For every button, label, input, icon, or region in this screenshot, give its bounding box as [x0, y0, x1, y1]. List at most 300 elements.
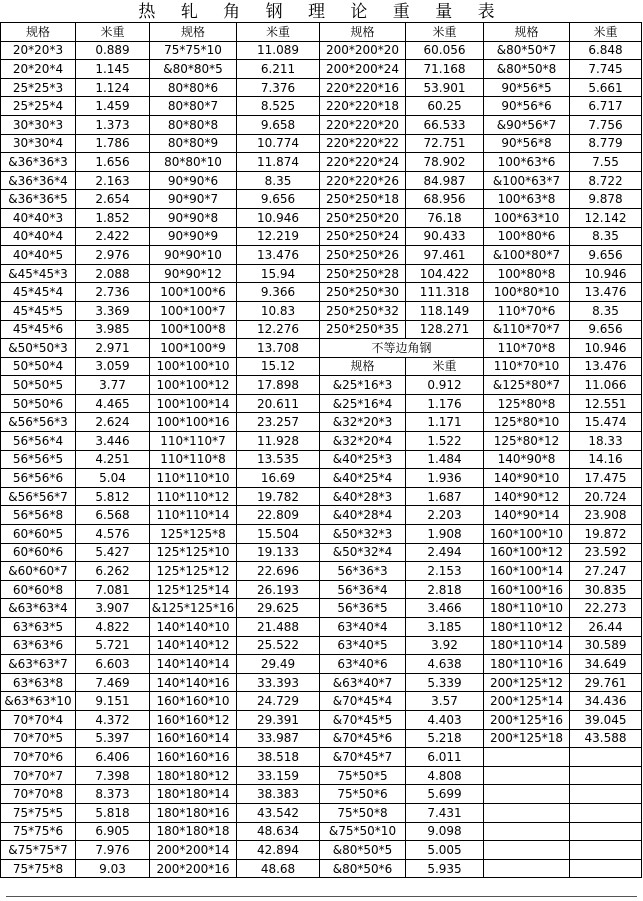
spec-cell: 45*45*5 [1, 301, 76, 320]
weight-cell: 20.611 [237, 394, 320, 413]
table-row [1, 60, 642, 79]
weight-cell: 4.372 [76, 710, 150, 729]
weight-cell: 5.699 [406, 785, 484, 804]
weight-cell: 5.812 [76, 487, 150, 506]
weight-cell: 34.436 [570, 692, 642, 711]
spec-cell: 200*125*18 [484, 729, 570, 748]
weight-cell: 1.786 [76, 134, 150, 153]
weight-cell: 3.57 [406, 692, 484, 711]
spec-cell: 160*100*10 [484, 525, 570, 544]
table-row [1, 636, 642, 655]
spec-cell: 100*100*7 [150, 301, 237, 320]
weight-cell: 7.976 [76, 841, 150, 860]
weight-cell: 3.466 [406, 599, 484, 618]
weight-cell: 29.761 [570, 673, 642, 692]
spec-cell: 160*160*16 [150, 748, 237, 767]
weight-cell: 3.77 [76, 376, 150, 395]
weight-cell: 6.262 [76, 562, 150, 581]
spec-cell: 160*100*14 [484, 562, 570, 581]
weight-cell: 8.35 [570, 301, 642, 320]
spec-cell: 50*50*5 [1, 376, 76, 395]
weight-cell: 34.649 [570, 655, 642, 674]
spec-cell: 220*220*22 [320, 134, 406, 153]
spec-cell: 56*56*5 [1, 450, 76, 469]
spec-cell: 220*220*20 [320, 115, 406, 134]
spec-cell: &36*36*5 [1, 190, 76, 209]
weight-cell: 9.098 [406, 822, 484, 841]
weight-cell: 10.774 [237, 134, 320, 153]
weight-cell: 23.908 [570, 506, 642, 525]
table-row [1, 710, 642, 729]
spec-cell: &50*32*3 [320, 525, 406, 544]
spec-cell: 90*90*12 [150, 264, 237, 283]
spec-cell: 80*80*9 [150, 134, 237, 153]
weight-cell: 5.005 [406, 841, 484, 860]
spec-cell: 180*180*18 [150, 822, 237, 841]
weight-cell: 6.568 [76, 506, 150, 525]
spec-cell: 110*70*8 [484, 339, 570, 358]
spec-cell: 160*100*12 [484, 543, 570, 562]
spec-cell: 56*36*4 [320, 580, 406, 599]
spec-cell: 50*50*6 [1, 394, 76, 413]
weight-cell: 1.522 [406, 432, 484, 451]
table-row [1, 506, 642, 525]
weight-cell: 2.203 [406, 506, 484, 525]
weight-cell: 33.159 [237, 766, 320, 785]
weight-cell: 26.193 [237, 580, 320, 599]
spec-header: 规格 [150, 23, 237, 42]
spec-cell: 250*250*20 [320, 208, 406, 227]
weight-cell: 19.782 [237, 487, 320, 506]
spec-cell: 70*70*6 [1, 748, 76, 767]
table-row [1, 748, 642, 767]
spec-cell: &36*36*4 [1, 171, 76, 190]
spec-cell: 125*80*12 [484, 432, 570, 451]
spec-cell: &40*28*3 [320, 487, 406, 506]
spec-cell: 100*80*8 [484, 264, 570, 283]
spec-cell: 90*90*6 [150, 171, 237, 190]
spec-cell: &80*50*8 [484, 60, 570, 79]
weight-cell: 3.446 [76, 432, 150, 451]
spec-cell: 250*250*24 [320, 227, 406, 246]
weight-cell: 23.592 [570, 543, 642, 562]
weight-cell: 17.898 [237, 376, 320, 395]
spec-cell: 220*220*16 [320, 78, 406, 97]
weight-cell: 2.818 [406, 580, 484, 599]
spec-cell: 50*50*4 [1, 357, 76, 376]
weight-cell: 6.406 [76, 748, 150, 767]
table-row [1, 469, 642, 488]
weight-cell: 4.638 [406, 655, 484, 674]
weight-cell: 68.956 [406, 190, 484, 209]
weight-cell: 97.461 [406, 246, 484, 265]
spec-cell: 63*40*4 [320, 618, 406, 637]
spec-cell: 110*70*6 [484, 301, 570, 320]
spec-cell: 200*125*12 [484, 673, 570, 692]
spec-cell: &40*25*3 [320, 450, 406, 469]
spec-cell: 70*70*5 [1, 729, 76, 748]
table-row [1, 655, 642, 674]
table-row [1, 599, 642, 618]
weight-cell: 19.133 [237, 543, 320, 562]
weight-cell: 14.16 [570, 450, 642, 469]
spec-cell: 180*180*14 [150, 785, 237, 804]
spec-cell: &80*50*5 [320, 841, 406, 860]
weight-cell: 9.151 [76, 692, 150, 711]
weight-cell: 15.504 [237, 525, 320, 544]
weight-cell: 5.427 [76, 543, 150, 562]
empty-cell [570, 748, 642, 767]
spec-cell: 200*200*14 [150, 841, 237, 860]
spec-cell: 70*70*4 [1, 710, 76, 729]
spec-cell: 40*40*5 [1, 246, 76, 265]
weight-cell: 1.124 [76, 78, 150, 97]
bottom-cut-edge [0, 896, 643, 901]
spec-cell: &45*45*3 [1, 264, 76, 283]
weight-cell: 30.589 [570, 636, 642, 655]
weight-cell: 9.366 [237, 283, 320, 302]
spec-cell: 250*250*18 [320, 190, 406, 209]
weight-cell: 1.484 [406, 450, 484, 469]
spec-cell: &32*20*3 [320, 413, 406, 432]
spec-cell: 100*100*12 [150, 376, 237, 395]
weight-cell: 128.271 [406, 320, 484, 339]
weight-cell: 11.928 [237, 432, 320, 451]
weight-cell: 29.625 [237, 599, 320, 618]
weight-cell: 111.318 [406, 283, 484, 302]
table-row [1, 432, 642, 451]
weight-cell: 9.03 [76, 859, 150, 878]
weight-cell: 2.624 [76, 413, 150, 432]
weight-cell: 8.779 [570, 134, 642, 153]
weight-cell: 11.066 [570, 376, 642, 395]
weight-cell: 5.721 [76, 636, 150, 655]
weight-cell: 9.656 [570, 320, 642, 339]
spec-cell: 20*20*4 [1, 60, 76, 79]
table-row [1, 78, 642, 97]
weight-cell: 4.576 [76, 525, 150, 544]
weight-cell: 19.872 [570, 525, 642, 544]
weight-cell: 60.056 [406, 41, 484, 60]
empty-cell [570, 822, 642, 841]
weight-cell: 6.603 [76, 655, 150, 674]
spec-header: 规格 [1, 23, 76, 42]
weight-cell: 26.44 [570, 618, 642, 637]
weight-cell: 2.163 [76, 171, 150, 190]
weight-cell: 12.142 [570, 208, 642, 227]
spec-cell: 180*110*16 [484, 655, 570, 674]
spec-cell: 180*110*14 [484, 636, 570, 655]
table-row [1, 562, 642, 581]
weight-cell: 5.218 [406, 729, 484, 748]
empty-cell [570, 841, 642, 860]
weight-cell: 2.971 [76, 339, 150, 358]
weight-header: 米重 [237, 23, 320, 42]
spec-cell: 125*125*12 [150, 562, 237, 581]
spec-cell: 140*90*8 [484, 450, 570, 469]
section-title-unequal-angle: 不等边角钢 [320, 339, 484, 358]
weight-cell: 1.656 [76, 153, 150, 172]
weight-cell: 7.469 [76, 673, 150, 692]
spec-cell: &63*63*7 [1, 655, 76, 674]
weight-cell: 48.68 [237, 859, 320, 878]
weight-cell: 23.257 [237, 413, 320, 432]
table-row [1, 841, 642, 860]
weight-cell: 13.708 [237, 339, 320, 358]
spec-cell: 63*63*6 [1, 636, 76, 655]
table-row [1, 859, 642, 878]
spec-cell: 90*56*5 [484, 78, 570, 97]
spec-cell: 125*80*8 [484, 394, 570, 413]
empty-cell [484, 766, 570, 785]
weight-cell: 66.533 [406, 115, 484, 134]
table-row [1, 487, 642, 506]
spec-cell: &100*80*7 [484, 246, 570, 265]
weight-cell: 43.542 [237, 803, 320, 822]
weight-cell: 13.476 [570, 283, 642, 302]
weight-header: 米重 [76, 23, 150, 42]
spec-cell: 56*36*5 [320, 599, 406, 618]
weight-cell: 84.987 [406, 171, 484, 190]
weight-cell: 22.273 [570, 599, 642, 618]
table-row [1, 357, 642, 376]
weight-cell: 7.398 [76, 766, 150, 785]
spec-cell: &56*56*3 [1, 413, 76, 432]
spec-cell: 140*140*16 [150, 673, 237, 692]
spec-cell: 60*60*6 [1, 543, 76, 562]
weight-cell: 27.247 [570, 562, 642, 581]
weight-cell: 7.55 [570, 153, 642, 172]
spec-cell: &32*20*4 [320, 432, 406, 451]
weight-cell: 9.658 [237, 115, 320, 134]
spec-cell: 100*63*6 [484, 153, 570, 172]
weight-cell: 9.656 [237, 190, 320, 209]
spec-cell: 90*90*8 [150, 208, 237, 227]
empty-cell [484, 859, 570, 878]
empty-cell [484, 822, 570, 841]
table-row [1, 227, 642, 246]
weight-cell: 6.211 [237, 60, 320, 79]
spec-cell: 110*110*12 [150, 487, 237, 506]
table-row [1, 618, 642, 637]
spec-cell: &100*63*7 [484, 171, 570, 190]
weight-cell: 7.376 [237, 78, 320, 97]
weight-header: 米重 [406, 357, 484, 376]
spec-cell: &125*125*16 [150, 599, 237, 618]
spec-cell: 200*125*16 [484, 710, 570, 729]
weight-cell: 10.946 [570, 339, 642, 358]
weight-cell: 22.809 [237, 506, 320, 525]
weight-cell: 4.808 [406, 766, 484, 785]
weight-cell: 22.696 [237, 562, 320, 581]
spec-cell: 75*50*5 [320, 766, 406, 785]
weight-header: 米重 [406, 23, 484, 42]
weight-cell: 2.736 [76, 283, 150, 302]
weight-cell: 78.902 [406, 153, 484, 172]
table-row [1, 450, 642, 469]
spec-cell: 100*80*10 [484, 283, 570, 302]
weight-cell: 39.045 [570, 710, 642, 729]
spec-cell: &75*75*7 [1, 841, 76, 860]
table-row [1, 115, 642, 134]
table-row [1, 822, 642, 841]
weight-cell: 1.373 [76, 115, 150, 134]
spec-cell: 250*250*26 [320, 246, 406, 265]
empty-cell [570, 785, 642, 804]
spec-cell: 70*70*8 [1, 785, 76, 804]
weight-cell: 1.171 [406, 413, 484, 432]
weight-cell: 11.089 [237, 41, 320, 60]
table-row [1, 283, 642, 302]
weight-cell: 2.088 [76, 264, 150, 283]
weight-cell: 4.251 [76, 450, 150, 469]
spec-cell: 160*160*14 [150, 729, 237, 748]
weight-cell: 1.687 [406, 487, 484, 506]
weight-cell: 1.852 [76, 208, 150, 227]
spec-cell: 90*56*6 [484, 97, 570, 116]
spec-cell: 60*60*5 [1, 525, 76, 544]
weight-cell: 1.145 [76, 60, 150, 79]
spec-cell: 140*140*10 [150, 618, 237, 637]
spec-cell: 75*50*8 [320, 803, 406, 822]
weight-cell: 10.946 [237, 208, 320, 227]
spec-cell: 125*80*10 [484, 413, 570, 432]
spec-cell: &80*50*6 [320, 859, 406, 878]
table-row [1, 246, 642, 265]
weight-cell: 7.431 [406, 803, 484, 822]
table-row [1, 171, 642, 190]
weight-cell: 3.92 [406, 636, 484, 655]
weight-cell: 5.339 [406, 673, 484, 692]
weight-cell: 1.908 [406, 525, 484, 544]
table-row [1, 525, 642, 544]
spec-cell: 45*45*4 [1, 283, 76, 302]
spec-cell: 110*110*10 [150, 469, 237, 488]
weight-cell: 1.459 [76, 97, 150, 116]
spec-cell: 60*60*8 [1, 580, 76, 599]
weight-cell: 4.822 [76, 618, 150, 637]
weight-cell: 6.011 [406, 748, 484, 767]
spec-cell: 80*80*6 [150, 78, 237, 97]
weight-cell: 7.081 [76, 580, 150, 599]
weight-cell: 2.153 [406, 562, 484, 581]
table-row [1, 803, 642, 822]
spec-cell: 30*30*3 [1, 115, 76, 134]
weight-cell: 6.717 [570, 97, 642, 116]
weight-cell: 38.518 [237, 748, 320, 767]
weight-cell: 29.391 [237, 710, 320, 729]
table-row [1, 97, 642, 116]
spec-cell: &36*36*3 [1, 153, 76, 172]
weight-cell: 1.176 [406, 394, 484, 413]
spec-cell: 25*25*3 [1, 78, 76, 97]
weight-cell: 3.185 [406, 618, 484, 637]
table-row [1, 41, 642, 60]
weight-cell: 15.12 [237, 357, 320, 376]
weight-cell: 5.818 [76, 803, 150, 822]
weight-cell: 25.522 [237, 636, 320, 655]
weight-cell: 2.422 [76, 227, 150, 246]
spec-cell: 75*75*6 [1, 822, 76, 841]
weight-cell: 5.04 [76, 469, 150, 488]
spec-cell: 56*56*8 [1, 506, 76, 525]
empty-cell [570, 803, 642, 822]
table-row [1, 692, 642, 711]
weight-cell: 6.905 [76, 822, 150, 841]
weight-cell: 0.912 [406, 376, 484, 395]
spec-cell: 30*30*4 [1, 134, 76, 153]
weight-cell: 38.383 [237, 785, 320, 804]
weight-cell: 2.494 [406, 543, 484, 562]
spec-cell: 125*125*10 [150, 543, 237, 562]
spec-cell: &70*45*6 [320, 729, 406, 748]
spec-cell: 180*110*12 [484, 618, 570, 637]
weight-cell: 33.987 [237, 729, 320, 748]
weight-cell: 18.33 [570, 432, 642, 451]
spec-cell: &50*32*4 [320, 543, 406, 562]
weight-cell: 8.373 [76, 785, 150, 804]
spec-cell: 45*45*6 [1, 320, 76, 339]
weight-cell: 13.476 [237, 246, 320, 265]
spec-cell: 75*75*10 [150, 41, 237, 60]
spec-cell: &80*50*7 [484, 41, 570, 60]
spec-cell: &110*70*7 [484, 320, 570, 339]
empty-cell [484, 748, 570, 767]
spec-cell: 56*56*6 [1, 469, 76, 488]
spec-cell: 100*80*6 [484, 227, 570, 246]
spec-cell: 70*70*7 [1, 766, 76, 785]
spec-cell: 140*140*12 [150, 636, 237, 655]
spec-cell: 63*63*8 [1, 673, 76, 692]
weight-cell: 53.901 [406, 78, 484, 97]
weight-cell: 104.422 [406, 264, 484, 283]
weight-cell: 30.835 [570, 580, 642, 599]
spec-cell: 40*40*3 [1, 208, 76, 227]
weight-cell: 15.474 [570, 413, 642, 432]
table-row [1, 190, 642, 209]
weight-cell: 9.878 [570, 190, 642, 209]
spec-cell: 100*100*6 [150, 283, 237, 302]
spec-cell: &63*40*7 [320, 673, 406, 692]
weight-cell: 7.745 [570, 60, 642, 79]
weight-cell: 76.18 [406, 208, 484, 227]
spec-cell: 180*180*16 [150, 803, 237, 822]
weight-cell: 5.935 [406, 859, 484, 878]
table-row [1, 785, 642, 804]
table-row [1, 729, 642, 748]
spec-cell: 180*110*10 [484, 599, 570, 618]
weight-cell: 4.403 [406, 710, 484, 729]
spec-cell: &40*28*4 [320, 506, 406, 525]
table-row [1, 673, 642, 692]
weight-header: 米重 [570, 23, 642, 42]
steel-weight-table [0, 22, 642, 878]
empty-cell [570, 859, 642, 878]
spec-cell: 90*90*10 [150, 246, 237, 265]
spec-cell: &63*63*10 [1, 692, 76, 711]
weight-cell: 3.907 [76, 599, 150, 618]
table-row [1, 320, 642, 339]
table-row [1, 376, 642, 395]
weight-cell: 90.433 [406, 227, 484, 246]
spec-cell: 100*100*14 [150, 394, 237, 413]
spec-cell: 160*100*16 [484, 580, 570, 599]
spec-cell: 140*90*10 [484, 469, 570, 488]
spec-cell: 110*110*14 [150, 506, 237, 525]
weight-cell: 0.889 [76, 41, 150, 60]
table-row [1, 208, 642, 227]
weight-cell: 48.634 [237, 822, 320, 841]
